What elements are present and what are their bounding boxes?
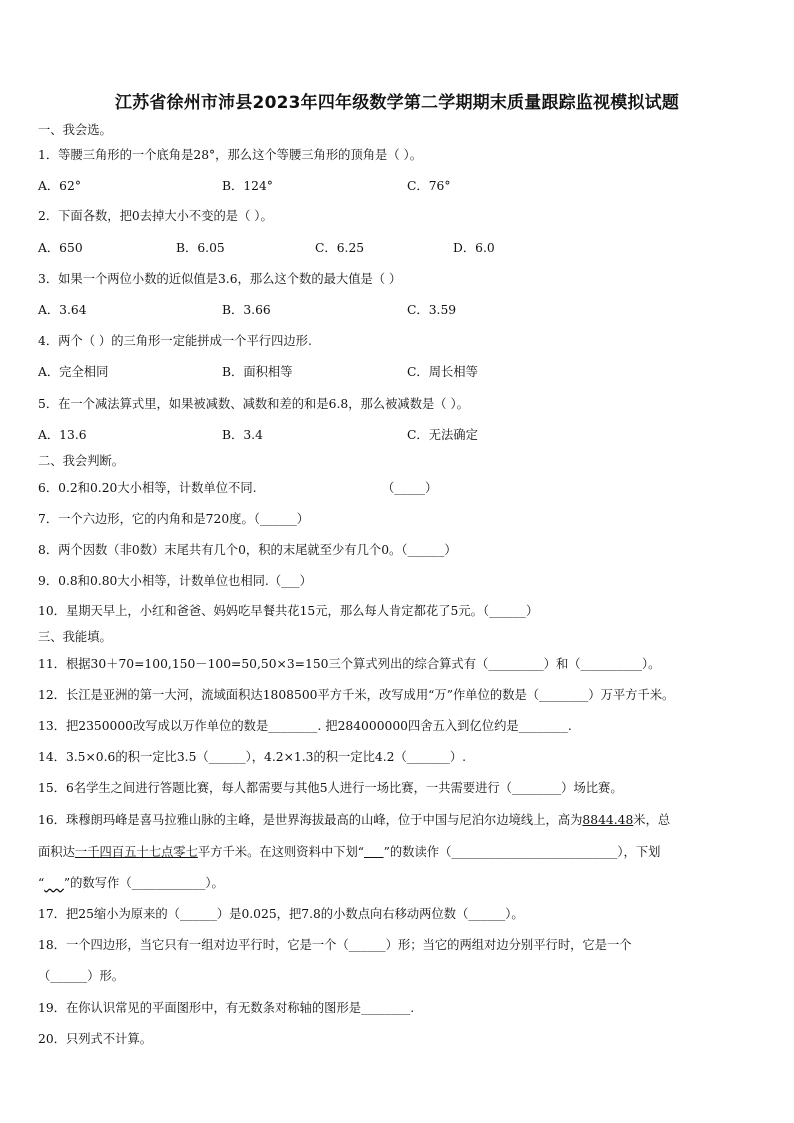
q16-text-b: 米，总 — [633, 813, 671, 827]
q3-option-b: B．3.66 — [222, 303, 271, 317]
q4-option-c: C．周长相等 — [407, 365, 478, 379]
question-13: 13．把2350000改写成以万作单位的数是________. 把284000000四舍五入到亿位约是________. — [38, 719, 572, 733]
question-2: 2．下面各数，把0去掉大小不变的是（ ）。 — [38, 209, 273, 223]
question-16-line-2 — [38, 844, 660, 860]
question-18-line-2: （______）形。 — [38, 969, 125, 983]
q6-answer-blank: （_____） — [382, 481, 438, 495]
q1-option-b: B．124° — [222, 179, 273, 193]
section-heading-3: 三、我能填。 — [38, 630, 112, 644]
q1-option-a: A．62° — [38, 179, 81, 193]
q16-height-number: 8844.48 — [582, 813, 634, 827]
section-heading-2: 二、我会判断。 — [38, 454, 125, 468]
question-16-line-1 — [38, 812, 670, 828]
question-7: 7．一个六边形，它的内角和是720度。（______） — [38, 512, 310, 526]
q16-underline-mark — [364, 845, 384, 859]
q4-option-a: A．完全相同 — [38, 365, 109, 379]
q16-text-e: ”的数读作（___________________________），下划 — [383, 845, 661, 859]
question-20: 20．只列式不计算。 — [38, 1032, 153, 1046]
q3-option-a: A．3.64 — [38, 303, 87, 317]
question-16-line-3 — [38, 875, 224, 891]
q16-area-words: 一千四百五十七点零七 — [74, 845, 198, 859]
question-11: 11．根据30＋70=100,150－100=50,50×3=150三个算式列出的综合算式有（_________）和（__________）。 — [38, 657, 661, 671]
q2-option-c: C．6.25 — [315, 241, 365, 255]
q3-option-c: C．3.59 — [407, 303, 457, 317]
page-title: 江苏省徐州市沛县2023年四年级数学第二学期期末质量跟踪监视模拟试题 — [114, 93, 680, 113]
section-heading-1: 一、我会选。 — [38, 123, 112, 137]
q5-option-a: A．13.6 — [38, 428, 87, 442]
q5-option-b: B．3.4 — [222, 428, 263, 442]
q16-text-c: 面积达 — [38, 845, 75, 859]
q16-text-a: 16．珠穆朗玛峰是喜马拉雅山脉的主峰，是世界海拔最高的山峰，位于中国与尼泊尔边境线上，高为 — [38, 813, 583, 827]
q1-option-c: C．76° — [407, 179, 451, 193]
question-5: 5．在一个减法算式里，如果被减数、减数和差的和是6.8，那么被减数是（ ）。 — [38, 397, 469, 411]
question-12: 12．长江是亚洲的第一大河，流域面积达1808500平方千米，改写成用“万”作单位的数是（________）万平方千米。 — [38, 688, 675, 702]
question-10: 10．星期天早上，小红和爸爸、妈妈吃早餐共花15元，那么每人肯定都花了5元。（______） — [38, 604, 539, 618]
q2-option-b: B．6.05 — [176, 241, 225, 255]
q2-option-a: A．650 — [38, 241, 83, 255]
q2-option-d: D．6.0 — [453, 241, 495, 255]
q16-text-f: “ — [38, 876, 45, 890]
q5-option-c: C．无法确定 — [407, 428, 478, 442]
question-19: 19．在你认识常见的平面图形中，有无数条对称轴的图形是________. — [38, 1001, 415, 1015]
question-9: 9．0.8和0.80大小相等，计数单位也相同.（___） — [38, 574, 312, 588]
question-15: 15．6名学生之间进行答题比赛，每人都需要与其他5人进行一场比赛，一共需要进行（________）场比赛。 — [38, 781, 623, 795]
question-1: 1．等腰三角形的一个底角是28°，那么这个等腰三角形的顶角是（ ）。 — [38, 148, 422, 162]
q4-option-b: B．面积相等 — [222, 365, 293, 379]
question-3: 3．如果一个两位小数的近似值是3.6，那么这个数的最大值是（ ） — [38, 272, 402, 286]
q16-wavy-mark — [44, 876, 64, 890]
q16-text-g: ”的数写作（____________）。 — [63, 876, 224, 890]
question-4: 4．两个（ ）的三角形一定能拼成一个平行四边形. — [38, 334, 312, 348]
question-18-line-1: 18．一个四边形，当它只有一组对边平行时，它是一个（______）形；当它的两组对边分别平行时，它是一个 — [38, 938, 632, 952]
question-17: 17．把25缩小为原来的（______）是0.025，把7.8的小数点向右移动两位数（______）。 — [38, 907, 524, 921]
question-6: 6．0.2和0.20大小相等，计数单位不同. — [38, 481, 257, 495]
question-8: 8．两个因数（非0数）末尾共有几个0，积的末尾就至少有几个0。（______） — [38, 543, 457, 557]
q16-text-d: 平方千米。在这则资料中下划“ — [197, 845, 365, 859]
question-14: 14．3.5×0.6的积一定比3.5（______），4.2×1.3的积一定比4.2（_______）. — [38, 750, 467, 764]
